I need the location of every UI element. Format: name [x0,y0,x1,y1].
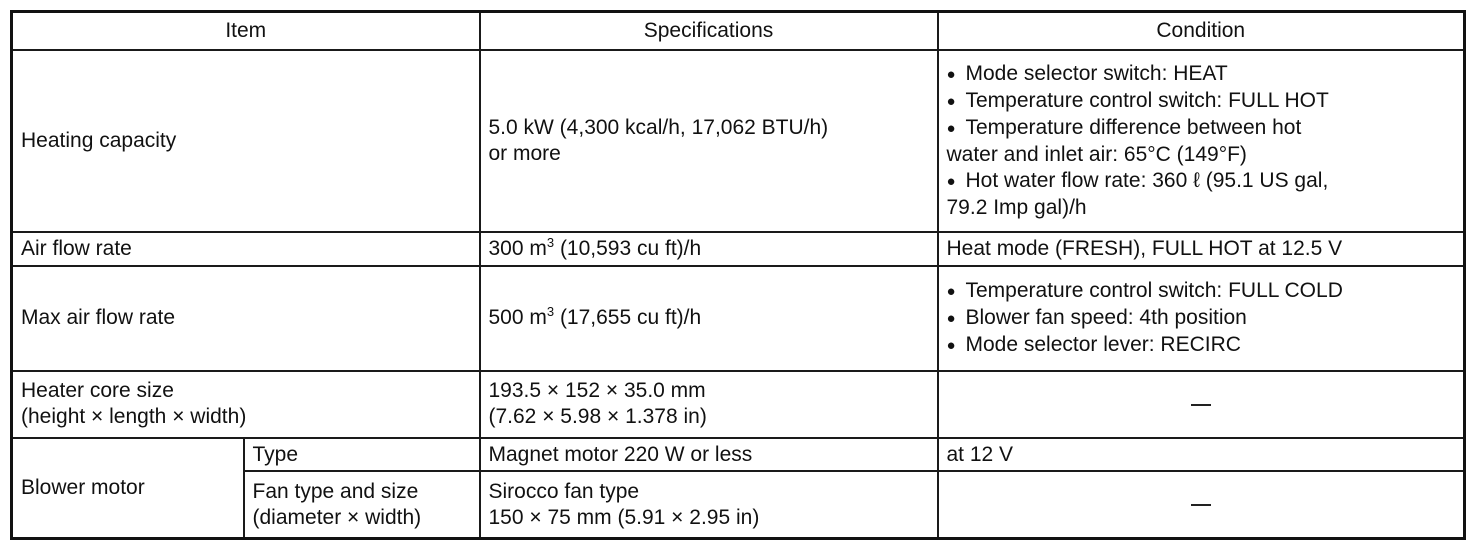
fan-type-size-label: Fan type and size (diameter × width) [244,471,480,538]
condition-line: water and inlet air: 65°C (149°F) [946,143,1247,166]
heating-capacity-spec [480,50,938,232]
air-flow-rate-condition: Heat mode (FRESH), FULL HOT at 12.5 V [938,232,1465,266]
em-dash-icon [1191,504,1211,506]
blower-type-condition: at 12 V [938,438,1465,472]
fan-type-size-spec: Sirocco fan type 150 × 75 mm (5.91 × 2.95 in) [480,471,938,538]
fan-type-size-condition [938,471,1465,538]
condition-line: ● Temperature control switch: FULL HOT [947,88,1456,115]
condition-line: ● Temperature control switch: FULL COLD [947,278,1456,305]
condition-line: ● Mode selector lever: RECIRC [947,332,1456,359]
max-air-flow-rate-spec: 500 $m^3$ (17,655 cu ft)/h [480,266,938,371]
condition-line: ● Blower fan speed: 4th position [947,305,1456,332]
heater-core-size-condition [938,371,1465,438]
condition-line: ● Mode selector switch: HEAT [947,61,1456,88]
specifications-table [10,10,1466,540]
spec-line: 5.0 kW (4,300 kcal/h, 17,062 BTU/h) [488,116,829,139]
air-flow-rate-spec: 300 $m^3$ (10,593 cu ft)/h [480,232,938,266]
condition-line: ● Hot water flow rate: 360 ℓ (95.1 US gal, [947,168,1456,195]
bullet-icon: ● [946,173,956,190]
condition-line: ● Temperature difference between hot [947,115,1456,142]
bullet-icon: ● [946,282,956,300]
heating-capacity-label: Heating capacity [12,50,480,232]
max-air-flow-rate-label: Max air flow rate [12,266,480,371]
em-dash-icon [1191,404,1211,406]
header-item: Item [12,12,480,50]
row-heater-core-size [12,371,1465,438]
row-blower-motor-type [12,438,1465,472]
bullet-icon: ● [946,66,956,83]
header-condition: Condition [938,12,1465,50]
row-max-air-flow-rate [12,266,1465,371]
bullet-icon: ● [946,93,956,110]
blower-motor-label: Blower motor [12,438,244,539]
condition-line: 79.2 Imp gal)/h [946,196,1087,219]
blower-type-spec: Magnet motor 220 W or less [480,438,938,472]
row-air-flow-rate [12,232,1465,266]
bullet-icon: ● [946,309,956,327]
air-flow-rate-label: Air flow rate [12,232,480,266]
max-air-flow-rate-condition [938,266,1465,371]
header-specifications: Specifications [480,12,938,50]
bullet-icon: ● [946,120,956,137]
row-heating-capacity [12,50,1465,232]
spec-line: or more [488,142,561,165]
bullet-icon: ● [946,336,956,354]
heater-core-size-label: Heater core size (height × length × width) [12,371,480,438]
header-row [12,12,1465,50]
heating-capacity-condition [938,50,1465,232]
blower-type-label: Type [244,438,480,472]
heater-core-size-spec: 193.5 × 152 × 35.0 mm (7.62 × 5.98 × 1.378 in) [480,371,938,438]
